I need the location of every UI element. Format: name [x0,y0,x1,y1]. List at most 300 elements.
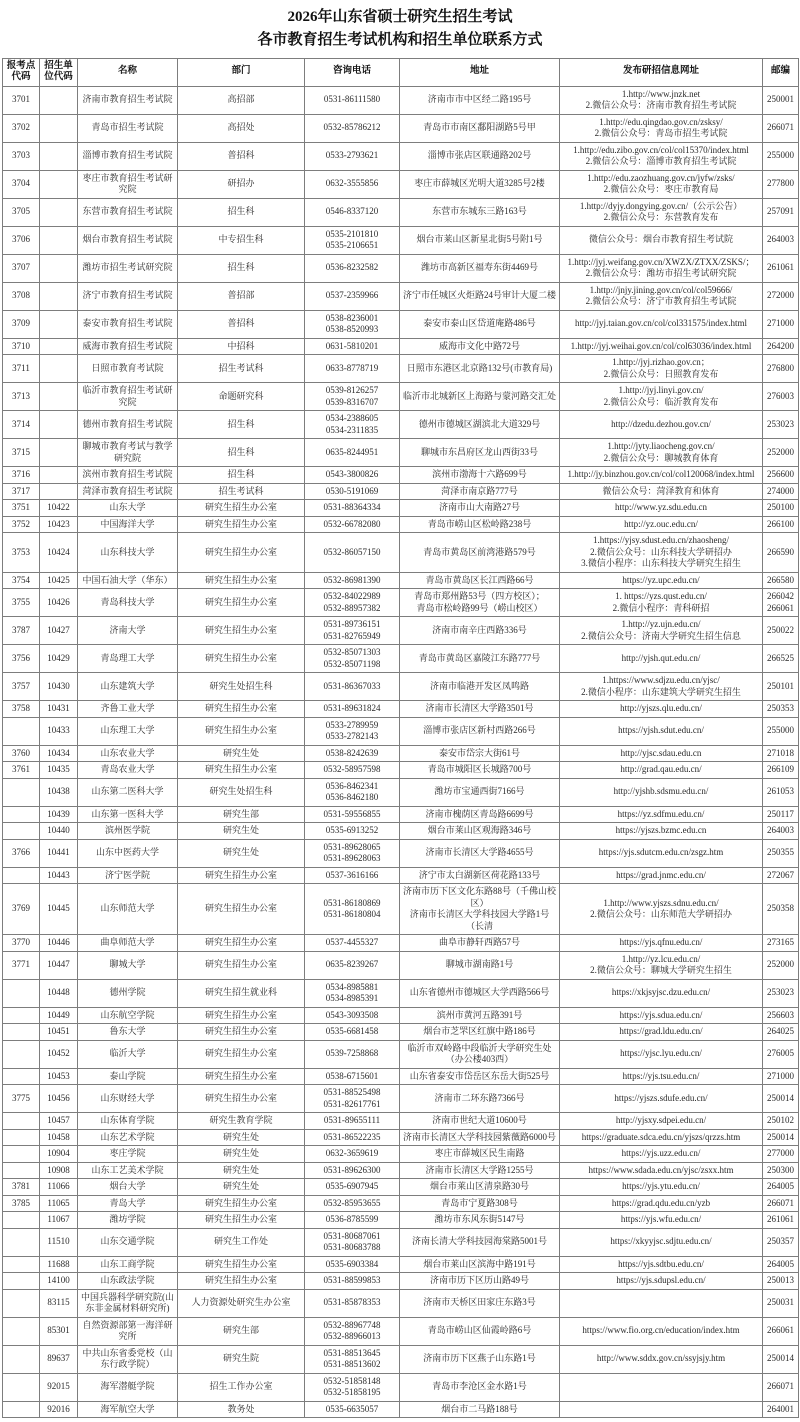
cell-unit_code: 10446 [40,935,78,952]
cell-dept: 研究生招生办公室 [178,1007,305,1024]
cell-site_code: 3751 [3,500,40,517]
cell-phone: 0635-8239267 [305,951,400,979]
cell-postal: 255000 [763,717,799,745]
cell-site_code [3,1040,40,1068]
cell-website: https://grad.qdu.edu.cn/yzb [560,1195,763,1212]
table-row [3,198,799,226]
cell-dept: 普招科 [178,142,305,170]
cell-website: 1.http://edu.qingdao.gov.cn/zsksy/ 2.微信公众号：青岛市招生考试院 [560,114,763,142]
cell-postal: 261061 [763,254,799,282]
cell-phone: 0533-2789959 0533-2782143 [305,717,400,745]
cell-name: 青岛科技大学 [78,589,178,617]
cell-address: 济南市长清区大学路1255号 [400,1162,560,1179]
cell-address: 济南市槐荫区青岛路6699号 [400,806,560,823]
cell-unit_code [40,170,78,198]
cell-site_code [3,1373,40,1401]
cell-site_code: 3753 [3,533,40,573]
cell-phone: 0538-6715601 [305,1068,400,1085]
cell-address: 青岛市黄岛区前湾港路579号 [400,533,560,573]
cell-unit_code [40,355,78,383]
cell-site_code: 3703 [3,142,40,170]
cell-dept: 研究生招生办公室 [178,589,305,617]
table-row [3,1373,799,1401]
cell-website: https://yz.upc.edu.cn/ [560,572,763,589]
table-row [3,1212,799,1229]
cell-unit_code: 10453 [40,1068,78,1085]
cell-name: 山东大学 [78,500,178,517]
table-row [3,1129,799,1146]
cell-postal: 266071 [763,1373,799,1401]
cell-phone: 0531-59556855 [305,806,400,823]
cell-dept: 研究生招生办公室 [178,516,305,533]
cell-phone: 0532-66782080 [305,516,400,533]
cell-dept: 研究生招生办公室 [178,951,305,979]
cell-phone: 0635-8244951 [305,439,400,467]
cell-address: 枣庄市薛城区光明大道3285号2楼 [400,170,560,198]
cell-website: 1.http://jyty.liaocheng.gov.cn/ 2.微信公众号：聊城教育体育 [560,439,763,467]
cell-name: 德州市教育招生考试院 [78,411,178,439]
cell-postal: 271000 [763,1068,799,1085]
cell-name: 中国石油大学（华东） [78,572,178,589]
cell-phone: 0531-86111580 [305,86,400,114]
cell-address: 烟台市莱山区观海路346号 [400,823,560,840]
cell-dept: 研究生处 [178,1146,305,1163]
cell-unit_code [40,310,78,338]
cell-address: 济宁市太白湖新区荷花路133号 [400,867,560,884]
cell-unit_code: 10423 [40,516,78,533]
cell-postal: 250014 [763,1085,799,1113]
cell-name: 滨州市教育招生考试院 [78,467,178,484]
cell-site_code: 3709 [3,310,40,338]
cell-dept: 中专招生科 [178,226,305,254]
cell-dept: 研究生招生办公室 [178,645,305,673]
header-name: 名称 [78,58,178,86]
cell-postal: 273165 [763,935,799,952]
cell-site_code [3,1113,40,1130]
cell-website: 1.https://www.sdjzu.edu.cn/yjsc/ 2.微信小程序：山东建筑大学研究生招生 [560,673,763,701]
cell-unit_code: 10458 [40,1129,78,1146]
cell-phone: 0536-8232582 [305,254,400,282]
cell-postal: 261053 [763,778,799,806]
cell-site_code [3,823,40,840]
cell-postal: 266580 [763,572,799,589]
cell-website: https://www.fio.org.cn/education/index.htm [560,1317,763,1345]
cell-website: http://yjszs.qlu.edu.cn/ [560,701,763,718]
cell-site_code: 3785 [3,1195,40,1212]
table-row [3,1146,799,1163]
cell-phone: 0531-88525498 0531-82617761 [305,1085,400,1113]
cell-unit_code: 10440 [40,823,78,840]
cell-dept: 研究生招生办公室 [178,617,305,645]
cell-name: 聊城大学 [78,951,178,979]
cell-website: 1.http://jyj.weifang.gov.cn/XWZX/ZTXX/ZSKS/； 2.微信公众号：潍坊市招生考试研究院 [560,254,763,282]
cell-address: 潍坊市高新区福寿东街4469号 [400,254,560,282]
cell-name: 山东艺术学院 [78,1129,178,1146]
cell-dept: 研究生招生办公室 [178,1256,305,1273]
cell-name: 德州学院 [78,979,178,1007]
cell-website: https://yz.sdfmu.edu.cn/ [560,806,763,823]
cell-postal: 250353 [763,701,799,718]
table-row [3,884,799,935]
cell-postal: 264003 [763,226,799,254]
cell-website: 1.http://edu.zibo.gov.cn/col/col15370/index.html 2.微信公众号：淄博市教育招生考试院 [560,142,763,170]
cell-site_code [3,1256,40,1273]
cell-name: 潍坊学院 [78,1212,178,1229]
cell-website: 1.http://www.jnzk.net 2.微信公众号：济南市教育招生考试院 [560,86,763,114]
cell-unit_code: 10445 [40,884,78,935]
cell-address: 济南市历下区燕子山东路1号 [400,1345,560,1373]
cell-postal: 264025 [763,1024,799,1041]
cell-address: 山东省泰安市岱岳区东岳大街525号 [400,1068,560,1085]
cell-dept: 研究生招生办公室 [178,533,305,573]
cell-website: https://xkyyjsc.sdjtu.edu.cn/ [560,1228,763,1256]
cell-dept: 研究生处 [178,839,305,867]
cell-website: 1.https://yjsy.sdust.edu.cn/zhaosheng/ 2.微信公众号：山东科技大学研招办 3.微信小程序：山东科技大学研究生招生 [560,533,763,573]
cell-address: 济南市长清区大学路4655号 [400,839,560,867]
cell-site_code: 3754 [3,572,40,589]
cell-phone: 0535-6635057 [305,1401,400,1418]
cell-unit_code: 10438 [40,778,78,806]
cell-name: 东营市教育招生考试院 [78,198,178,226]
table-header [3,58,799,86]
cell-site_code: 3708 [3,282,40,310]
table-row [3,1289,799,1317]
cell-name: 临沂大学 [78,1040,178,1068]
cell-site_code [3,979,40,1007]
cell-dept: 研究生处 [178,745,305,762]
cell-unit_code: 10441 [40,839,78,867]
cell-dept: 教务处 [178,1401,305,1418]
table-row [3,589,799,617]
cell-postal: 250101 [763,673,799,701]
cell-name: 山东中医药大学 [78,839,178,867]
cell-website: 微信公众号：菏泽教育和体育 [560,483,763,500]
cell-dept: 研究生招生办公室 [178,1024,305,1041]
cell-address: 济南市南辛庄西路336号 [400,617,560,645]
table-row [3,467,799,484]
cell-name: 山东建筑大学 [78,673,178,701]
cell-site_code: 3756 [3,645,40,673]
cell-phone: 0532-84022989 0532-88957382 [305,589,400,617]
cell-unit_code: 10431 [40,701,78,718]
cell-name: 泰山学院 [78,1068,178,1085]
header-postal: 邮编 [763,58,799,86]
cell-postal: 250031 [763,1289,799,1317]
cell-unit_code [40,86,78,114]
cell-website: https://yjs.sdua.edu.cn/ [560,1007,763,1024]
cell-dept: 研究生处 [178,1129,305,1146]
cell-dept: 研究生招生办公室 [178,1212,305,1229]
cell-phone: 0534-8985881 0534-8985391 [305,979,400,1007]
cell-unit_code: 10457 [40,1113,78,1130]
cell-website: 1.http://jnjy.jining.gov.cn/col/col59666/ 2.微信公众号：济宁市教育招生考试院 [560,282,763,310]
cell-postal: 250300 [763,1162,799,1179]
table-body [3,86,799,1418]
cell-website: http://yjsxy.sdpei.edu.cn/ [560,1113,763,1130]
cell-dept: 研究生部 [178,806,305,823]
contact-table [2,58,799,1419]
cell-address: 济南市天桥区田家庄东路3号 [400,1289,560,1317]
cell-unit_code: 10433 [40,717,78,745]
cell-name: 中国兵器科学研究院(山东非金属材料研究所) [78,1289,178,1317]
cell-phone: 0531-86522235 [305,1129,400,1146]
cell-site_code [3,1212,40,1229]
cell-site_code: 3714 [3,411,40,439]
cell-postal: 252000 [763,951,799,979]
cell-address: 泰安市泰山区岱道庵路486号 [400,310,560,338]
cell-website: 1.http://jy.binzhou.gov.cn/col/col120068/index.html [560,467,763,484]
cell-unit_code [40,439,78,467]
table-row [3,439,799,467]
cell-unit_code: 10448 [40,979,78,1007]
cell-name: 济宁市教育招生考试院 [78,282,178,310]
cell-postal: 266071 [763,1195,799,1212]
cell-name: 中共山东省委党校（山东行政学院） [78,1345,178,1373]
cell-phone: 0531-89736151 0531-82765949 [305,617,400,645]
cell-postal: 250022 [763,617,799,645]
table-row [3,1401,799,1418]
cell-address: 聊城市湖南路1号 [400,951,560,979]
cell-postal: 264200 [763,338,799,355]
cell-postal: 250357 [763,1228,799,1256]
cell-address: 济宁市任城区火炬路24号审计大厦二楼 [400,282,560,310]
cell-address: 潍坊市东风东街5147号 [400,1212,560,1229]
cell-name: 潍坊市招生考试研究院 [78,254,178,282]
cell-site_code [3,1289,40,1317]
cell-postal: 276003 [763,383,799,411]
cell-name: 山东第一医科大学 [78,806,178,823]
cell-dept: 普招部 [178,282,305,310]
cell-phone: 0531-85878353 [305,1289,400,1317]
cell-dept: 高招处 [178,114,305,142]
cell-website: https://yjsc.lyu.edu.cn/ [560,1040,763,1068]
cell-site_code [3,1007,40,1024]
cell-dept: 研究生招生就业科 [178,979,305,1007]
cell-unit_code: 85301 [40,1317,78,1345]
cell-phone: 0532-58957598 [305,762,400,779]
cell-dept: 招生科 [178,411,305,439]
cell-unit_code: 11066 [40,1179,78,1196]
cell-postal: 253023 [763,411,799,439]
cell-dept: 研究生部 [178,1317,305,1345]
table-row [3,867,799,884]
cell-unit_code: 10429 [40,645,78,673]
cell-address: 枣庄市薛城区民生南路 [400,1146,560,1163]
table-row [3,500,799,517]
cell-address: 烟台市二马路188号 [400,1401,560,1418]
cell-website: https://yjs.wfu.edu.cn/ [560,1212,763,1229]
cell-unit_code: 14100 [40,1273,78,1290]
cell-website: https://www.sdada.edu.cn/yjsc/zsxx.htm [560,1162,763,1179]
cell-phone: 0532-86057150 [305,533,400,573]
cell-address: 烟台市莱山区滨海中路191号 [400,1256,560,1273]
cell-unit_code: 10908 [40,1162,78,1179]
cell-site_code: 3706 [3,226,40,254]
cell-phone: 0531-80687061 0531-80683788 [305,1228,400,1256]
cell-dept: 中招科 [178,338,305,355]
cell-dept: 招生科 [178,467,305,484]
cell-unit_code: 89637 [40,1345,78,1373]
cell-site_code: 3766 [3,839,40,867]
cell-website: https://yjs.qfnu.edu.cn/ [560,935,763,952]
cell-unit_code [40,483,78,500]
cell-name: 枣庄学院 [78,1146,178,1163]
cell-name: 海军航空大学 [78,1401,178,1418]
cell-address: 淄博市张店区联通路202号 [400,142,560,170]
cell-postal: 250100 [763,500,799,517]
cell-unit_code: 10443 [40,867,78,884]
cell-phone: 0532-85071303 0532-85071198 [305,645,400,673]
cell-name: 青岛农业大学 [78,762,178,779]
cell-dept: 招生科 [178,439,305,467]
cell-address: 青岛市黄岛区嘉陵江东路777号 [400,645,560,673]
cell-unit_code: 10449 [40,1007,78,1024]
cell-site_code [3,1068,40,1085]
cell-site_code: 3702 [3,114,40,142]
cell-address: 东营市东城东三路163号 [400,198,560,226]
table-row [3,86,799,114]
header-site_code: 报考点代码 [3,58,40,86]
cell-phone: 0543-3800826 [305,467,400,484]
cell-dept: 研究生处招生科 [178,778,305,806]
cell-postal: 266109 [763,762,799,779]
cell-name: 山东交通学院 [78,1228,178,1256]
cell-unit_code: 10434 [40,745,78,762]
cell-postal: 272000 [763,282,799,310]
cell-unit_code [40,411,78,439]
table-row [3,1007,799,1024]
cell-phone: 0531-88599853 [305,1273,400,1290]
cell-dept: 研究生处 [178,1179,305,1196]
cell-phone: 0535-6913252 [305,823,400,840]
cell-dept: 研究生教育学院 [178,1113,305,1130]
cell-name: 山东第二医科大学 [78,778,178,806]
cell-website: 1.http://jyj.weihai.gov.cn/col/col63036/index.html [560,338,763,355]
cell-site_code: 3770 [3,935,40,952]
cell-address: 济南市长清区大学路3501号 [400,701,560,718]
cell-dept: 研究生招生办公室 [178,884,305,935]
cell-site_code: 3761 [3,762,40,779]
cell-phone: 0546-8337120 [305,198,400,226]
cell-name: 青岛市招生考试院 [78,114,178,142]
cell-website: https://yjs.uzz.edu.cn/ [560,1146,763,1163]
cell-phone: 0536-8462341 0536-8462180 [305,778,400,806]
cell-name: 山东科技大学 [78,533,178,573]
cell-postal: 277800 [763,170,799,198]
cell-address: 烟台市莱山区清泉路30号 [400,1179,560,1196]
cell-phone: 0532-86981390 [305,572,400,589]
cell-phone: 0531-89655111 [305,1113,400,1130]
cell-phone: 0530-5191069 [305,483,400,500]
cell-postal: 250014 [763,1345,799,1373]
cell-website: https://grad.jnmc.edu.cn/ [560,867,763,884]
cell-phone: 0531-88513645 0531-88513602 [305,1345,400,1373]
cell-unit_code [40,142,78,170]
cell-address: 日照市东港区北京路132号(市教育局) [400,355,560,383]
cell-dept: 研究生招生办公室 [178,762,305,779]
cell-website: http://www.yz.sdu.edu.cn [560,500,763,517]
cell-dept: 招生考试科 [178,355,305,383]
cell-phone: 0633-8778719 [305,355,400,383]
cell-dept: 研究生招生办公室 [178,1040,305,1068]
cell-site_code [3,1317,40,1345]
cell-phone: 0536-8785599 [305,1212,400,1229]
table-row [3,935,799,952]
cell-dept: 研招办 [178,170,305,198]
cell-phone: 0534-2388605 0534-2311835 [305,411,400,439]
cell-phone: 0539-7258868 [305,1040,400,1068]
cell-unit_code: 10425 [40,572,78,589]
cell-site_code [3,1273,40,1290]
cell-postal: 271000 [763,310,799,338]
cell-unit_code: 10451 [40,1024,78,1041]
cell-phone: 0531-86367033 [305,673,400,701]
cell-name: 山东财经大学 [78,1085,178,1113]
cell-website: 1.http://www.yjszs.sdnu.edu.cn/ 2.微信公众号：山东师范大学研招办 [560,884,763,935]
cell-dept: 人力资源处研究生办公室 [178,1289,305,1317]
cell-address: 青岛市宁夏路308号 [400,1195,560,1212]
cell-postal: 256603 [763,1007,799,1024]
cell-address: 济南市临港开发区凤鸣路 [400,673,560,701]
table-row [3,1085,799,1113]
cell-dept: 研究生处招生科 [178,673,305,701]
cell-unit_code: 92016 [40,1401,78,1418]
cell-phone: 0535-6681458 [305,1024,400,1041]
cell-unit_code [40,338,78,355]
cell-unit_code: 10427 [40,617,78,645]
cell-address: 济南市二环东路7366号 [400,1085,560,1113]
header-unit_code: 招生单位代码 [40,58,78,86]
cell-unit_code [40,114,78,142]
cell-website: http://yjsh.qut.edu.cn/ [560,645,763,673]
cell-unit_code: 92015 [40,1373,78,1401]
cell-postal: 264005 [763,1256,799,1273]
cell-site_code [3,1146,40,1163]
table-row [3,717,799,745]
cell-unit_code [40,467,78,484]
cell-website: https://yjs.ytu.edu.cn/ [560,1179,763,1196]
cell-unit_code: 10452 [40,1040,78,1068]
cell-name: 菏泽市教育招生考试院 [78,483,178,500]
cell-website [560,1373,763,1401]
cell-website: http://grad.qau.edu.cn/ [560,762,763,779]
cell-name: 泰安市教育招生考试院 [78,310,178,338]
cell-address: 青岛市黄岛区长江西路66号 [400,572,560,589]
cell-postal: 264003 [763,823,799,840]
cell-site_code: 3713 [3,383,40,411]
cell-name: 齐鲁工业大学 [78,701,178,718]
table-row [3,701,799,718]
cell-name: 山东工艺美术学院 [78,1162,178,1179]
header-address: 地址 [400,58,560,86]
cell-name: 山东政法学院 [78,1273,178,1290]
cell-website: 微信公众号：烟台市教育招生考试院 [560,226,763,254]
table-row [3,1162,799,1179]
cell-address: 山东省德州市德城区大学西路566号 [400,979,560,1007]
cell-unit_code: 11065 [40,1195,78,1212]
cell-address: 济南市市中区经二路195号 [400,86,560,114]
cell-unit_code: 11688 [40,1256,78,1273]
table-row [3,617,799,645]
cell-site_code: 3704 [3,170,40,198]
cell-dept: 命题研究科 [178,383,305,411]
table-row [3,572,799,589]
table-row [3,1317,799,1345]
table-row [3,1113,799,1130]
table-row [3,516,799,533]
cell-unit_code: 10439 [40,806,78,823]
table-row [3,1273,799,1290]
